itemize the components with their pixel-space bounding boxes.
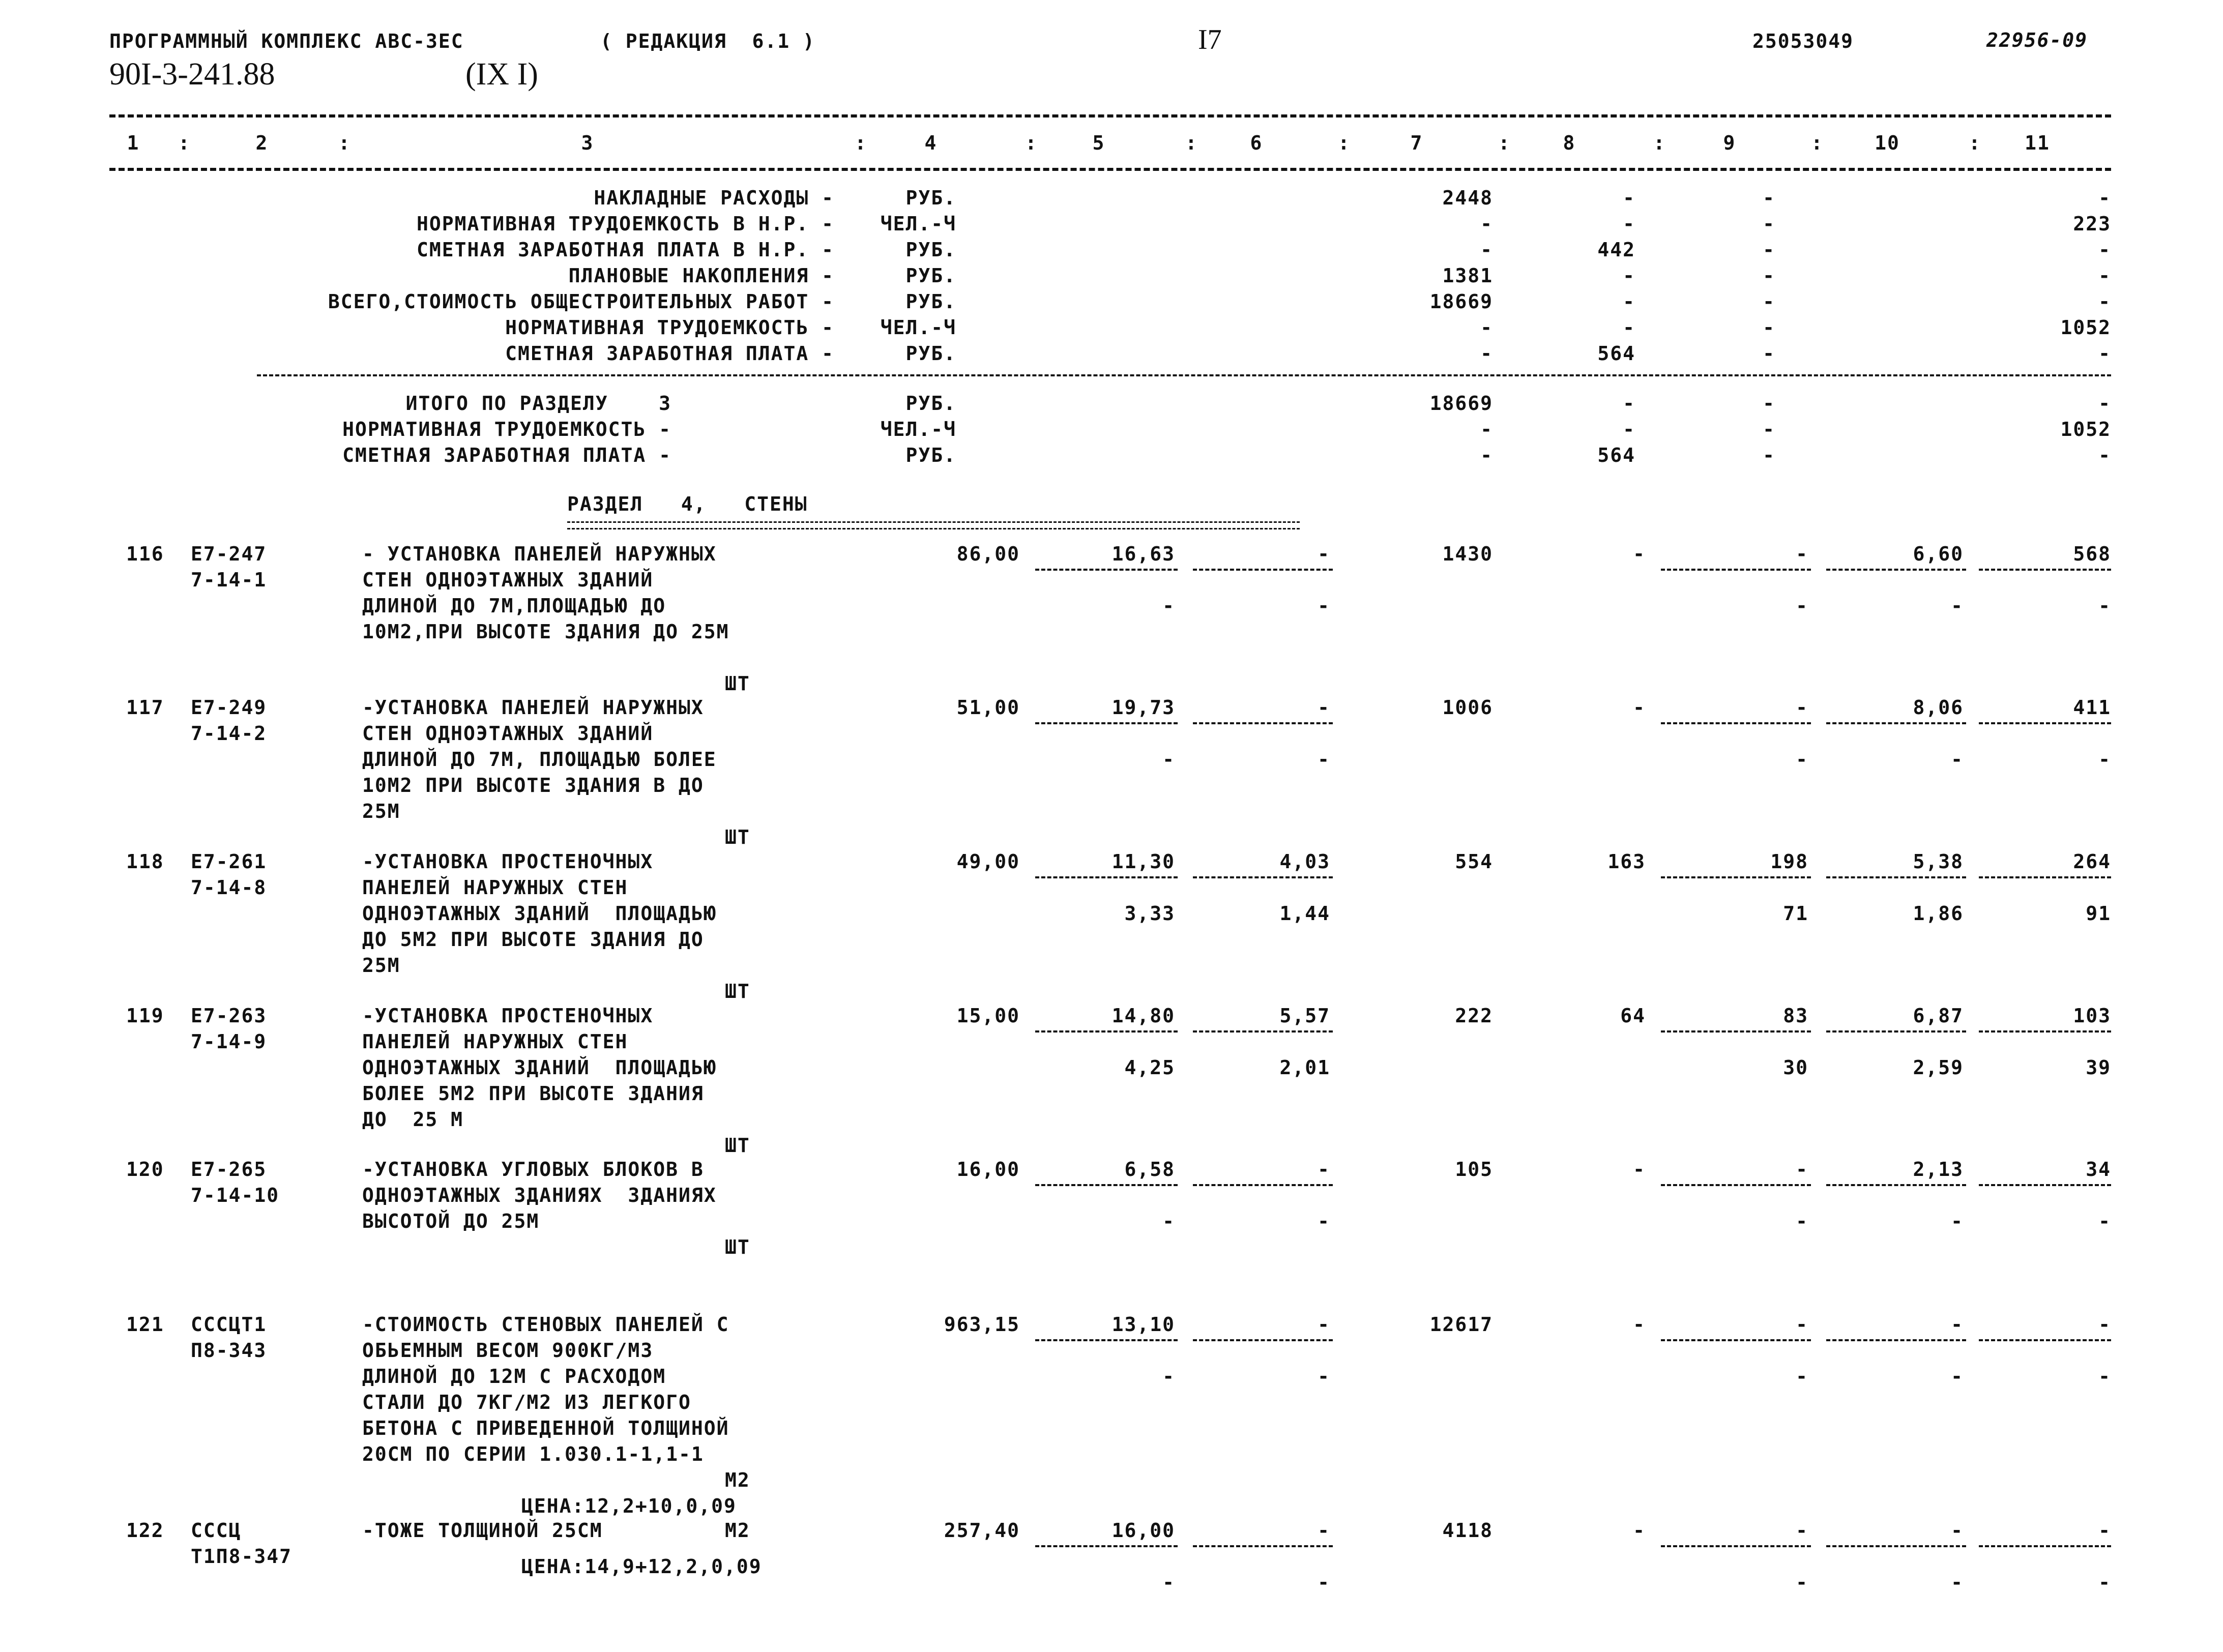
value-divider <box>1979 1030 2111 1032</box>
item-number: 120 <box>126 1158 164 1181</box>
value-c5-secondary: - <box>1162 1210 1175 1232</box>
item-description-line: ДЛИНОЙ ДО 7М,ПЛОЩАДЬЮ ДО <box>362 595 666 617</box>
value-c9: - <box>1796 1158 1808 1181</box>
summary-unit: РУБ. <box>905 444 956 466</box>
value-c6: - <box>1318 696 1330 719</box>
item-unit: М2 <box>725 1519 750 1542</box>
value-c11-secondary: - <box>2098 748 2111 771</box>
summary-value-col9: - <box>1763 239 1775 261</box>
summary-label: НАКЛАДНЫЕ РАСХОДЫ - <box>594 187 834 209</box>
value-c8: - <box>1633 696 1646 719</box>
page-number: I7 <box>1198 24 1222 55</box>
value-c9: - <box>1796 1519 1808 1542</box>
summary-separator <box>257 374 2111 376</box>
item-description-line: -УСТАНОВКА ПРОСТЕНОЧНЫХ <box>362 1005 654 1027</box>
summary-value-col7: - <box>1480 316 1493 339</box>
value-c4: 257,40 <box>944 1519 1020 1542</box>
value-c5-secondary: 4,25 <box>1124 1056 1175 1079</box>
value-divider <box>1826 1030 1966 1032</box>
value-c8: - <box>1633 1313 1646 1336</box>
item-number: 122 <box>126 1519 164 1542</box>
value-c10-secondary: 1,86 <box>1913 902 1964 925</box>
value-c7: 4118 <box>1442 1519 1493 1542</box>
item-description-line: 25М <box>362 954 400 977</box>
item-description-line: -УСТАНОВКА ПРОСТЕНОЧНЫХ <box>362 850 654 873</box>
program-title: ПРОГРАММНЫЙ КОМПЛЕКС АВС-3ЕС <box>109 30 464 52</box>
item-number: 116 <box>126 543 164 565</box>
item-unit: М2 <box>725 1469 750 1491</box>
value-c9-secondary: - <box>1796 1210 1808 1232</box>
item-description-line: 10М2,ПРИ ВЫСОТЕ ЗДАНИЯ ДО 25М <box>362 621 729 643</box>
item-unit: ШТ <box>725 672 750 695</box>
item-code-secondary: 7-14-1 <box>191 569 267 591</box>
item-code: Е7-263 <box>191 1005 267 1027</box>
summary-value-col11: 1052 <box>2060 316 2111 339</box>
column-number: 11 <box>2025 132 2050 154</box>
value-c11-secondary: - <box>2098 595 2111 617</box>
value-divider <box>1193 876 1333 878</box>
item-description-line: 20СМ ПО СЕРИИ 1.030.1-1,1-1 <box>362 1443 704 1465</box>
value-divider <box>1826 1545 1966 1547</box>
value-c6-secondary: 1,44 <box>1279 902 1330 925</box>
item-price-formula: ЦЕНА:14,9+12,2,0,09 <box>521 1555 762 1578</box>
value-c7: 1430 <box>1442 543 1493 565</box>
item-code: СССЦ <box>191 1519 242 1542</box>
value-divider <box>1035 722 1178 724</box>
value-c10: 6,87 <box>1913 1005 1964 1027</box>
item-code-secondary: 7-14-2 <box>191 722 267 745</box>
value-c4: 86,00 <box>956 543 1020 565</box>
summary-value-col8: - <box>1623 264 1635 287</box>
value-divider <box>1661 1184 1811 1186</box>
item-description-line: СТЕН ОДНОЭТАЖНЫХ ЗДАНИЙ <box>362 722 654 745</box>
value-divider <box>1035 1339 1178 1341</box>
header-bottom-rule <box>109 168 2111 171</box>
value-divider <box>1193 1030 1333 1032</box>
column-number: 1 <box>127 132 140 154</box>
value-c9: - <box>1796 696 1808 719</box>
item-description-line: 25М <box>362 800 400 822</box>
value-c5: 11,30 <box>1112 850 1175 873</box>
value-c11: - <box>2098 1519 2111 1542</box>
value-divider <box>1661 1030 1811 1032</box>
item-description-line: ВЫСОТОЙ ДО 25М <box>362 1210 540 1232</box>
summary-value-col8: 442 <box>1597 239 1635 261</box>
value-c6: 4,03 <box>1279 850 1330 873</box>
value-divider <box>1826 1339 1966 1341</box>
column-separator-mark: : <box>178 132 191 154</box>
item-description-line: СТЕН ОДНОЭТАЖНЫХ ЗДАНИЙ <box>362 569 654 591</box>
value-divider <box>1035 1545 1178 1547</box>
summary-value-col7: - <box>1480 418 1493 440</box>
item-description-line: ДЛИНОЙ ДО 12М С РАСХОДОМ <box>362 1365 666 1388</box>
summary-value-col8: - <box>1623 290 1635 313</box>
value-c9-secondary: - <box>1796 748 1808 771</box>
value-c9-secondary: - <box>1796 1365 1808 1388</box>
summary-value-col8: 564 <box>1597 444 1635 466</box>
column-separator-mark: : <box>1498 132 1511 154</box>
item-description-line: -ТОЖЕ ТОЛЩИНОЙ 25СМ <box>362 1519 603 1542</box>
value-c10: - <box>1951 1313 1964 1336</box>
summary-unit: РУБ. <box>905 239 956 261</box>
value-c6: - <box>1318 1519 1330 1542</box>
value-c11: 34 <box>2086 1158 2111 1181</box>
value-c6-secondary: - <box>1318 595 1330 617</box>
section-title: РАЗДЕЛ 4, СТЕНЫ <box>567 493 808 515</box>
item-unit: ШТ <box>725 826 750 848</box>
item-number: 121 <box>126 1313 164 1336</box>
value-c11-secondary: 39 <box>2086 1056 2111 1079</box>
item-code-secondary: П8-343 <box>191 1339 267 1362</box>
value-c11-secondary: 91 <box>2086 902 2111 925</box>
value-c10-secondary: - <box>1951 1210 1964 1232</box>
summary-value-col7: - <box>1480 342 1493 365</box>
summary-value-col11: - <box>2098 290 2111 313</box>
summary-unit: ЧЕЛ.-Ч <box>880 418 956 440</box>
summary-value-col8: 564 <box>1597 342 1635 365</box>
value-c4: 963,15 <box>944 1313 1020 1336</box>
summary-value-col8: - <box>1623 187 1635 209</box>
summary-unit: РУБ. <box>905 342 956 365</box>
value-divider <box>1979 1545 2111 1547</box>
value-c9: - <box>1796 543 1808 565</box>
value-c6-secondary: - <box>1318 1571 1330 1594</box>
value-divider <box>1035 876 1178 878</box>
item-description-line: ДЛИНОЙ ДО 7М, ПЛОЩАДЬЮ БОЛЕЕ <box>362 748 717 771</box>
column-separator-mark: : <box>1185 132 1198 154</box>
item-description-line: ПАНЕЛЕЙ НАРУЖНЫХ СТЕН <box>362 876 628 899</box>
value-c10-secondary: - <box>1951 1365 1964 1388</box>
value-divider <box>1193 722 1333 724</box>
value-c6: - <box>1318 1313 1330 1336</box>
value-c11: 103 <box>2073 1005 2111 1027</box>
item-number: 117 <box>126 696 164 719</box>
value-c6: - <box>1318 543 1330 565</box>
item-code: Е7-265 <box>191 1158 267 1181</box>
project-number: 90I-3-241.88 <box>109 57 275 92</box>
value-c10-secondary: - <box>1951 748 1964 771</box>
column-number: 3 <box>581 132 594 154</box>
summary-value-col7: - <box>1480 444 1493 466</box>
summary-label: СМЕТНАЯ ЗАРАБОТНАЯ ПЛАТА - <box>505 342 834 365</box>
summary-value-col9: - <box>1763 418 1775 440</box>
summary-label: НОРМАТИВНАЯ ТРУДОЕМКОСТЬ В Н.Р. - <box>417 213 834 235</box>
value-c10-secondary: - <box>1951 595 1964 617</box>
value-c5-secondary: 3,33 <box>1124 902 1175 925</box>
doc-code-2: 22956-09 <box>1986 29 2088 51</box>
value-c7: 554 <box>1455 850 1493 873</box>
item-description-line: ДО 5М2 ПРИ ВЫСОТЕ ЗДАНИЯ ДО <box>362 928 704 951</box>
summary-value-col8: - <box>1623 418 1635 440</box>
value-c6: - <box>1318 1158 1330 1181</box>
value-c6: 5,57 <box>1279 1005 1330 1027</box>
value-c9-secondary: 71 <box>1783 902 1808 925</box>
item-number: 119 <box>126 1005 164 1027</box>
value-c9: - <box>1796 1313 1808 1336</box>
value-c10: - <box>1951 1519 1964 1542</box>
column-separator-mark: : <box>1338 132 1351 154</box>
column-number: 9 <box>1723 132 1736 154</box>
column-number: 2 <box>255 132 269 154</box>
summary-value-col9: - <box>1763 444 1775 466</box>
item-unit: ШТ <box>725 1134 750 1157</box>
value-c10: 2,13 <box>1913 1158 1964 1181</box>
summary-unit: РУБ. <box>905 392 956 415</box>
summary-label: СМЕТНАЯ ЗАРАБОТНАЯ ПЛАТА В Н.Р. - <box>417 239 834 261</box>
summary-value-col11: 1052 <box>2060 418 2111 440</box>
value-divider <box>1661 569 1811 571</box>
value-c5: 14,80 <box>1112 1005 1175 1027</box>
value-divider <box>1979 722 2111 724</box>
value-divider <box>1035 569 1178 571</box>
value-c11: 411 <box>2073 696 2111 719</box>
column-separator-mark: : <box>1653 132 1666 154</box>
item-unit: ШТ <box>725 1236 750 1258</box>
summary-unit: РУБ. <box>905 264 956 287</box>
value-divider <box>1193 1339 1333 1341</box>
summary-value-col11: 223 <box>2073 213 2111 235</box>
item-description-line: -УСТАНОВКА УГЛОВЫХ БЛОКОВ В <box>362 1158 704 1181</box>
item-description-line: 10М2 ПРИ ВЫСОТЕ ЗДАНИЯ В ДО <box>362 774 704 796</box>
value-c10: 8,06 <box>1913 696 1964 719</box>
value-divider <box>1661 876 1811 878</box>
value-c5: 16,63 <box>1112 543 1175 565</box>
value-c11: - <box>2098 1313 2111 1336</box>
value-divider <box>1979 876 2111 878</box>
value-c4: 49,00 <box>956 850 1020 873</box>
summary-unit: РУБ. <box>905 290 956 313</box>
value-c9: 83 <box>1783 1005 1808 1027</box>
column-separator-mark: : <box>1025 132 1038 154</box>
volume-label: (IX I) <box>465 57 538 92</box>
value-c8: 163 <box>1607 850 1646 873</box>
value-c8: - <box>1633 1519 1646 1542</box>
value-divider <box>1035 1184 1178 1186</box>
summary-value-col11: - <box>2098 187 2111 209</box>
value-divider <box>1826 1184 1966 1186</box>
value-divider <box>1035 1030 1178 1032</box>
value-c6-secondary: - <box>1318 1210 1330 1232</box>
value-c5-secondary: - <box>1162 1365 1175 1388</box>
item-code-secondary: 7-14-9 <box>191 1030 267 1053</box>
value-c9: 198 <box>1770 850 1808 873</box>
item-description-line: ОДНОЭТАЖНЫХ ЗДАНИЙ ПЛОЩАДЬЮ <box>362 902 717 925</box>
value-c10-secondary: 2,59 <box>1913 1056 1964 1079</box>
item-code-secondary: 7-14-10 <box>191 1184 280 1206</box>
item-description-line: -СТОИМОСТЬ СТЕНОВЫХ ПАНЕЛЕЙ С <box>362 1313 729 1336</box>
value-c7: 1006 <box>1442 696 1493 719</box>
summary-value-col8: - <box>1623 213 1635 235</box>
item-code: Е7-249 <box>191 696 267 719</box>
value-c5: 19,73 <box>1112 696 1175 719</box>
value-divider <box>1826 876 1966 878</box>
summary-value-col8: - <box>1623 392 1635 415</box>
summary-label: ВСЕГО,СТОИМОСТЬ ОБЩЕСТРОИТЕЛЬНЫХ РАБОТ - <box>328 290 834 313</box>
value-divider <box>1661 1339 1811 1341</box>
value-c11: 568 <box>2073 543 2111 565</box>
item-description-line: ПАНЕЛЕЙ НАРУЖНЫХ СТЕН <box>362 1030 628 1053</box>
item-description-line: БЕТОНА С ПРИВЕДЕННОЙ ТОЛЩИНОЙ <box>362 1417 729 1439</box>
value-divider <box>1826 569 1966 571</box>
summary-value-col9: - <box>1763 213 1775 235</box>
value-c9-secondary: - <box>1796 595 1808 617</box>
value-c9-secondary: - <box>1796 1571 1808 1594</box>
item-code-secondary: 7-14-8 <box>191 876 267 899</box>
item-code: Е7-247 <box>191 543 267 565</box>
item-code: СССЦТ1 <box>191 1313 267 1336</box>
value-c8: 64 <box>1620 1005 1646 1027</box>
edition-label: ( РЕДАКЦИЯ 6.1 ) <box>600 30 815 52</box>
value-c10: 6,60 <box>1913 543 1964 565</box>
column-number: 7 <box>1410 132 1423 154</box>
value-c5-secondary: - <box>1162 595 1175 617</box>
value-c5-secondary: - <box>1162 748 1175 771</box>
item-description-line: СТАЛИ ДО 7КГ/М2 ИЗ ЛЕГКОГО <box>362 1391 691 1413</box>
column-number: 10 <box>1875 132 1900 154</box>
value-divider <box>1979 1184 2111 1186</box>
value-c8: - <box>1633 543 1646 565</box>
summary-unit: ЧЕЛ.-Ч <box>880 213 956 235</box>
column-separator-mark: : <box>1811 132 1824 154</box>
value-c7: 105 <box>1455 1158 1493 1181</box>
item-description-line: -УСТАНОВКА ПАНЕЛЕЙ НАРУЖНЫХ <box>362 696 704 719</box>
value-c10: 5,38 <box>1913 850 1964 873</box>
doc-code-1: 25053049 <box>1752 30 1854 52</box>
item-description-line: БОЛЕЕ 5М2 ПРИ ВЫСОТЕ ЗДАНИЯ <box>362 1082 704 1105</box>
summary-value-col9: - <box>1763 264 1775 287</box>
summary-value-col7: 18669 <box>1429 392 1493 415</box>
column-separator-mark: : <box>855 132 867 154</box>
value-c4: 16,00 <box>956 1158 1020 1181</box>
section-title-underline <box>567 521 1300 529</box>
value-c5-secondary: - <box>1162 1571 1175 1594</box>
item-code-secondary: Т1П8-347 <box>191 1545 292 1568</box>
summary-value-col11: - <box>2098 264 2111 287</box>
summary-value-col9: - <box>1763 316 1775 339</box>
value-c11-secondary: - <box>2098 1210 2111 1232</box>
summary-value-col9: - <box>1763 290 1775 313</box>
value-c5: 6,58 <box>1124 1158 1175 1181</box>
summary-label: ПЛАНОВЫЕ НАКОПЛЕНИЯ - <box>568 264 834 287</box>
column-number: 5 <box>1092 132 1105 154</box>
item-code: Е7-261 <box>191 850 267 873</box>
value-divider <box>1193 1545 1333 1547</box>
value-c9-secondary: 30 <box>1783 1056 1808 1079</box>
value-c7: 222 <box>1455 1005 1493 1027</box>
item-description-line: ОБЬЕМНЫМ ВЕСОМ 900КГ/М3 <box>362 1339 654 1362</box>
summary-label: СМЕТНАЯ ЗАРАБОТНАЯ ПЛАТА - <box>342 444 671 466</box>
column-number: 6 <box>1250 132 1263 154</box>
item-unit: ШТ <box>725 980 750 1002</box>
summary-unit: РУБ. <box>905 187 956 209</box>
summary-value-col11: - <box>2098 444 2111 466</box>
value-c6-secondary: - <box>1318 748 1330 771</box>
item-price-formula: ЦЕНА:12,2+10,0,09 <box>521 1495 737 1517</box>
summary-label: НОРМАТИВНАЯ ТРУДОЕМКОСТЬ - <box>505 316 834 339</box>
summary-label: НОРМАТИВНАЯ ТРУДОЕМКОСТЬ - <box>342 418 671 440</box>
value-c5: 13,10 <box>1112 1313 1175 1336</box>
table-top-rule <box>109 114 2111 117</box>
item-description-line: ОДНОЭТАЖНЫХ ЗДАНИЯХ ЗДАНИЯХ <box>362 1184 717 1206</box>
column-number: 8 <box>1563 132 1576 154</box>
item-description-line: ДО 25 М <box>362 1108 464 1131</box>
value-divider <box>1193 569 1333 571</box>
summary-value-col9: - <box>1763 187 1775 209</box>
value-divider <box>1979 1339 2111 1341</box>
value-c4: 51,00 <box>956 696 1020 719</box>
value-c8: - <box>1633 1158 1646 1181</box>
item-description-line: - УСТАНОВКА ПАНЕЛЕЙ НАРУЖНЫХ <box>362 543 717 565</box>
item-description-line: ОДНОЭТАЖНЫХ ЗДАНИЙ ПЛОЩАДЬЮ <box>362 1056 717 1079</box>
value-c11: 264 <box>2073 850 2111 873</box>
value-c11-secondary: - <box>2098 1365 2111 1388</box>
summary-value-col9: - <box>1763 342 1775 365</box>
summary-value-col7: 2448 <box>1442 187 1493 209</box>
value-c7: 12617 <box>1429 1313 1493 1336</box>
value-divider <box>1193 1184 1333 1186</box>
summary-label: ИТОГО ПО РАЗДЕЛУ 3 <box>405 392 671 415</box>
value-c4: 15,00 <box>956 1005 1020 1027</box>
summary-value-col11: - <box>2098 239 2111 261</box>
summary-value-col9: - <box>1763 392 1775 415</box>
value-c6-secondary: - <box>1318 1365 1330 1388</box>
summary-value-col8: - <box>1623 316 1635 339</box>
value-c11-secondary: - <box>2098 1571 2111 1594</box>
summary-unit: ЧЕЛ.-Ч <box>880 316 956 339</box>
value-divider <box>1661 1545 1811 1547</box>
value-divider <box>1826 722 1966 724</box>
value-c5: 16,00 <box>1112 1519 1175 1542</box>
summary-value-col7: - <box>1480 213 1493 235</box>
column-number: 4 <box>924 132 938 154</box>
summary-value-col7: - <box>1480 239 1493 261</box>
summary-value-col11: - <box>2098 392 2111 415</box>
item-number: 118 <box>126 850 164 873</box>
summary-value-col7: 1381 <box>1442 264 1493 287</box>
summary-value-col7: 18669 <box>1429 290 1493 313</box>
summary-value-col11: - <box>2098 342 2111 365</box>
value-c6-secondary: 2,01 <box>1279 1056 1330 1079</box>
value-c10-secondary: - <box>1951 1571 1964 1594</box>
value-divider <box>1979 569 2111 571</box>
column-separator-mark: : <box>338 132 351 154</box>
value-divider <box>1661 722 1811 724</box>
column-separator-mark: : <box>1969 132 1981 154</box>
